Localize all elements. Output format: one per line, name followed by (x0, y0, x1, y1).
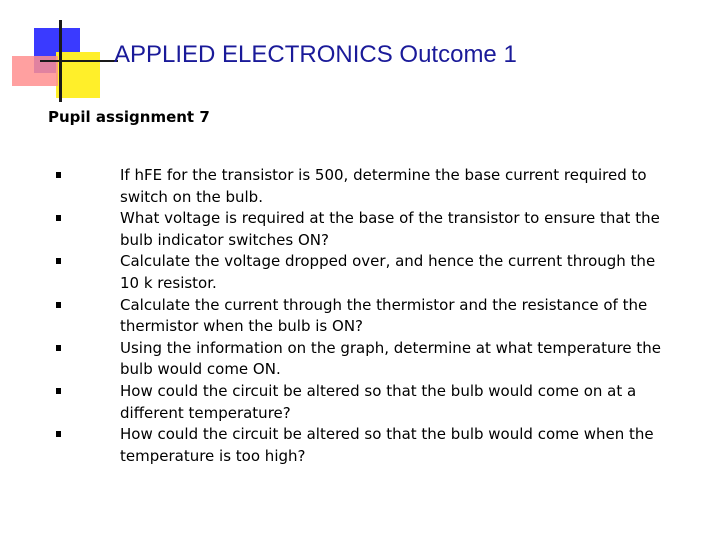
list-item (56, 338, 676, 381)
bullet-icon (56, 431, 61, 437)
list-item-text: Calculate the current through the thermistor and the resistance of the thermistor when the bulb is ON? (120, 295, 648, 336)
list-item (56, 424, 676, 467)
bullet-icon (56, 345, 61, 351)
list-item-text: Calculate the voltage dropped over, and hence the current through the 10 k resistor. (120, 252, 656, 292)
list-item (56, 251, 676, 294)
slide-title: APPLIED ELECTRONICS Outcome 1 (114, 41, 517, 68)
assignment-list (56, 165, 676, 467)
logo-horizontal-line (40, 60, 118, 62)
slide-logo (0, 0, 120, 110)
bullet-icon (56, 215, 61, 221)
list-item-text: What voltage is required at the base of the transistor to ensure that the bulb indicator switches ON? (120, 209, 660, 249)
list-item-text: If hFE for the transistor is 500, determine the base current required to switch on the bulb. (120, 166, 647, 206)
bullet-icon (56, 388, 61, 394)
bullet-icon (56, 302, 61, 308)
list-item-text: How could the circuit be altered so that the bulb would come on at a different temperature? (120, 381, 637, 422)
bullet-icon (56, 172, 61, 178)
list-item (56, 295, 676, 338)
list-item-text: Using the information on the graph, determine at what temperature the bulb would come ON. (120, 338, 661, 379)
list-item-text: How could the circuit be altered so that the bulb would come when the temperature is too high? (120, 425, 654, 465)
list-item (56, 381, 676, 424)
slide-subtitle: Pupil assignment 7 (48, 108, 210, 126)
logo-yellow-square (56, 52, 100, 98)
bullet-icon (56, 258, 61, 264)
list-item (56, 165, 676, 208)
list-item (56, 208, 676, 251)
